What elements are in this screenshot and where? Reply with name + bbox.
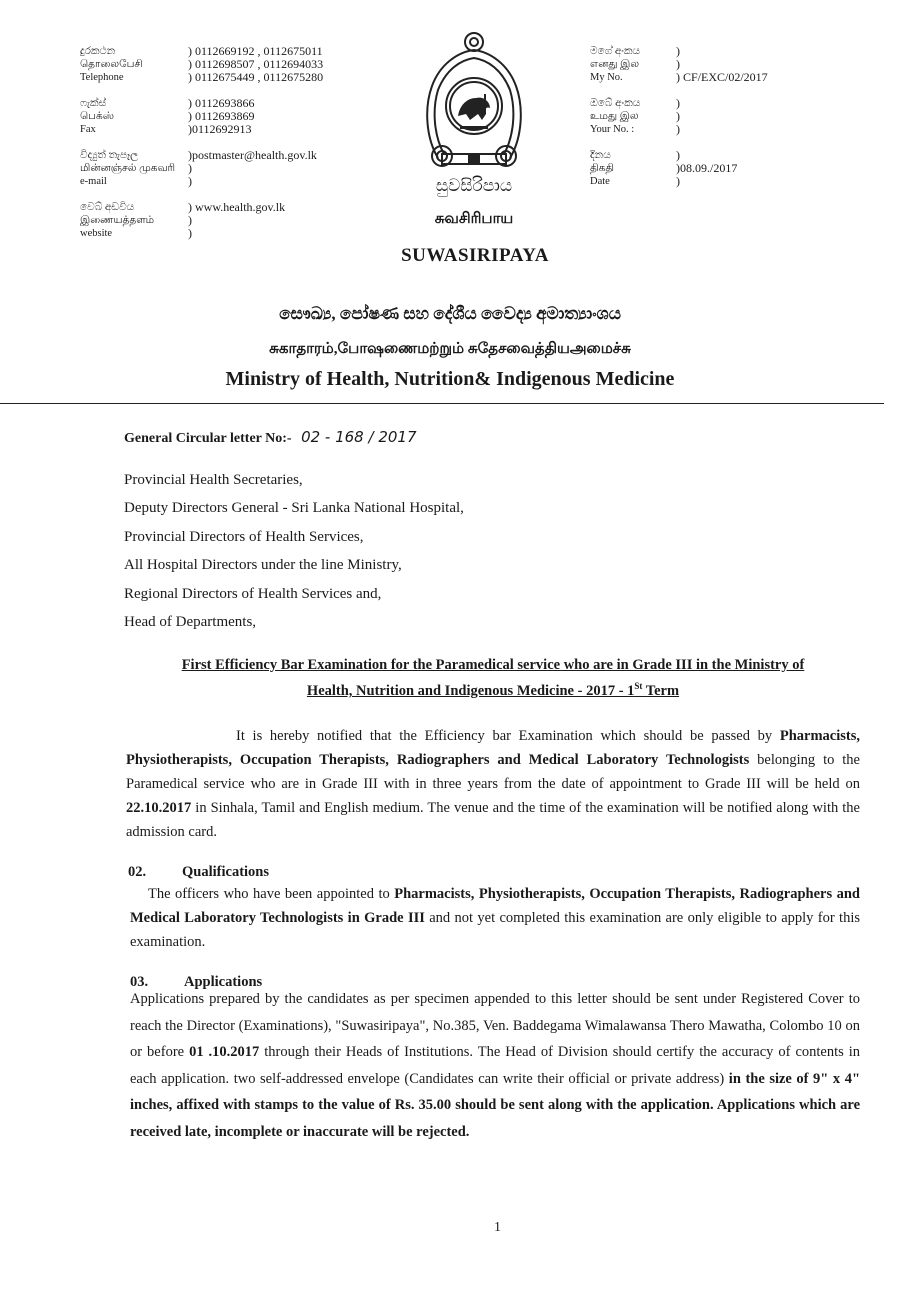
fax-value: ) 0112693866 [188, 96, 255, 110]
email-label-ta: மின்னஞ்சல் முகவரி [80, 163, 176, 174]
email-value: ) [188, 174, 192, 188]
date-label-ta: திகதி [590, 163, 614, 174]
date-label-en: Date [590, 176, 610, 187]
fax-label-ta: பெக்ஸ் [80, 111, 114, 122]
intro-bold-text: Pharmacists, Physiotherapists, Occupation Therapists, Radiographers and Medical Laboratory Technologists [126, 728, 860, 768]
applications-bold-text: in the size of 9" x 4" inches, affixed with stamps to the value of Rs. 35.00 should be sent along with the application. Applications which are received late, incomplete or inaccurate will be rejected. [130, 1070, 860, 1140]
web-label-si: වෙබ් අඩවිය [80, 202, 135, 213]
date-value: ) [676, 174, 680, 188]
qualifications-text: and not yet completed this examination are only eligible to apply for this examination. [130, 910, 860, 950]
header-divider [0, 403, 884, 404]
phone-label-ta: தொலைபேசி [80, 59, 143, 70]
your-no-value: ) [676, 109, 680, 123]
your-no-label-en: Your No. : [590, 124, 635, 135]
date-value: ) [676, 148, 680, 162]
qualifications-paragraph [130, 882, 860, 954]
ministry-name-english: Ministry of Health, Nutrition& Indigenous Medicine [225, 368, 675, 390]
my-no-value: ) [676, 44, 680, 58]
email-label-si: විද්‍යුත් තැපෑල [80, 150, 139, 161]
contact-labels [80, 45, 175, 240]
your-no-label-ta: உமது இல [590, 111, 639, 122]
ref-values [676, 45, 768, 188]
circular-number-handwritten: 02 - 168 / 2017 [301, 428, 417, 446]
email-label-en: e-mail [80, 176, 107, 187]
applications-text: through their Heads of Institutions. The Head of Division should certify the accuracy of contents in each application. two self-addressed envelope (Candidates can write their official or private address) [130, 1044, 861, 1087]
your-no-value: ) [676, 122, 680, 136]
title-line-2-end: Term [642, 682, 680, 699]
my-no-value: ) CF/EXC/02/2017 [676, 70, 768, 84]
addressee: Provincial Directors of Health Services, [124, 529, 364, 545]
phone-value: ) 0112675449 , 0112675280 [188, 70, 324, 84]
phone-label-si: දුරකථන [80, 46, 116, 57]
addressee: All Hospital Directors under the line Ministry, [124, 557, 402, 573]
section-number: 02. [128, 864, 147, 880]
web-value: ) [188, 213, 192, 227]
org-name-tamil: சுவசிரிபாய [434, 211, 514, 227]
date-label-si: දිනය [590, 150, 611, 161]
addressee: Regional Directors of Health Services and, [124, 586, 382, 602]
qualifications-heading: Qualifications [182, 864, 270, 880]
my-no-value: ) [676, 57, 680, 71]
org-name-sinhala: සුවසිරිපාය [435, 176, 513, 195]
phone-label-en: Telephone [80, 72, 124, 83]
email-value: )postmaster@health.gov.lk [188, 148, 317, 162]
your-no-label-si: ඔබේ අංකය [590, 98, 641, 109]
intro-text: in Sinhala, Tamil and English medium. The venue and the time of the examination will be notified along with the admission card. [126, 800, 860, 840]
title-line-1: First Efficiency Bar Examination for the Paramedical service who are in Grade III in the Ministry of [181, 657, 805, 673]
national-emblem-icon [418, 28, 530, 178]
ministry-name-tamil: சுகாதாரம்,போஷணைமற்றும் சுதேசவைத்தியஅமைச்சு [269, 341, 631, 357]
page-number: 1 [494, 1220, 501, 1235]
circular-number [124, 428, 417, 447]
intro-text: It is hereby notified that the Efficiency bar Examination which should be passed by [236, 728, 780, 744]
intro-paragraph [126, 724, 860, 844]
applications-heading: Applications [184, 974, 263, 990]
fax-value: ) 0112693869 [188, 109, 255, 123]
date-value: )08.09./2017 [676, 161, 738, 175]
fax-value: )0112692913 [188, 122, 252, 136]
contact-values [188, 45, 323, 240]
phone-value: ) 0112669192 , 0112675011 [188, 44, 323, 58]
web-label-ta: இணையத்தளம் [80, 215, 155, 226]
ministry-name-sinhala: සෞඛ්‍ය, පෝෂණ සහ දේශීය වෛද්‍ය අමාත්‍යාංශය [279, 304, 621, 323]
fax-label-en: Fax [80, 124, 96, 135]
section-number: 03. [130, 974, 149, 990]
your-no-value: ) [676, 96, 680, 110]
applications-paragraph [130, 986, 860, 1145]
qualifications-text: The officers who have been appointed to [148, 886, 395, 902]
circular-label: General Circular letter No:- [124, 431, 292, 446]
phone-value: ) 0112698507 , 0112694033 [188, 57, 324, 71]
ref-labels [590, 45, 640, 188]
title-line-2: Health, Nutrition and Indigenous Medicine - 2017 - 1 [306, 682, 635, 699]
letter-title [126, 655, 860, 702]
my-no-label-ta: எனது இல [590, 59, 640, 70]
addressee: Deputy Directors General - Sri Lanka National Hospital, [124, 500, 464, 516]
web-value: ) www.health.gov.lk [188, 200, 286, 214]
org-name-english: SUWASIRIPAYA [401, 245, 549, 266]
deadline-date: 01 .10.2017 [189, 1044, 260, 1060]
title-superscript: St [634, 681, 643, 691]
web-label-en: website [80, 228, 113, 239]
fax-label-si: ෆැක්ස් [80, 98, 107, 109]
my-no-label-en: My No. [590, 72, 623, 83]
addressee: Head of Departments, [124, 614, 257, 630]
applications-text: Applications prepared by the candidates as per specimen appended to this letter should be sent under Registered Cover to reach the Director (Examinations), "Suwasiripaya", No.385, Ven. Baddegama Wimalawansa Thero Mawatha, Colombo 10 on or before [130, 991, 860, 1060]
exam-date: 22.10.2017 [126, 800, 192, 816]
web-value: ) [188, 226, 192, 240]
addressee: Provincial Health Secretaries, [124, 472, 303, 488]
intro-text: belonging to the Paramedical service who are in Grade III with in three years from the date of appointment to Grade III will be held on [126, 752, 860, 792]
email-value: ) [188, 161, 192, 175]
qualifications-bold-text: Pharmacists, Physiotherapists, Occupation Therapists, Radiographers and Medical Laboratory Technologists in Grade III [130, 886, 860, 926]
my-no-label-si: මගේ අංකය [590, 46, 641, 57]
